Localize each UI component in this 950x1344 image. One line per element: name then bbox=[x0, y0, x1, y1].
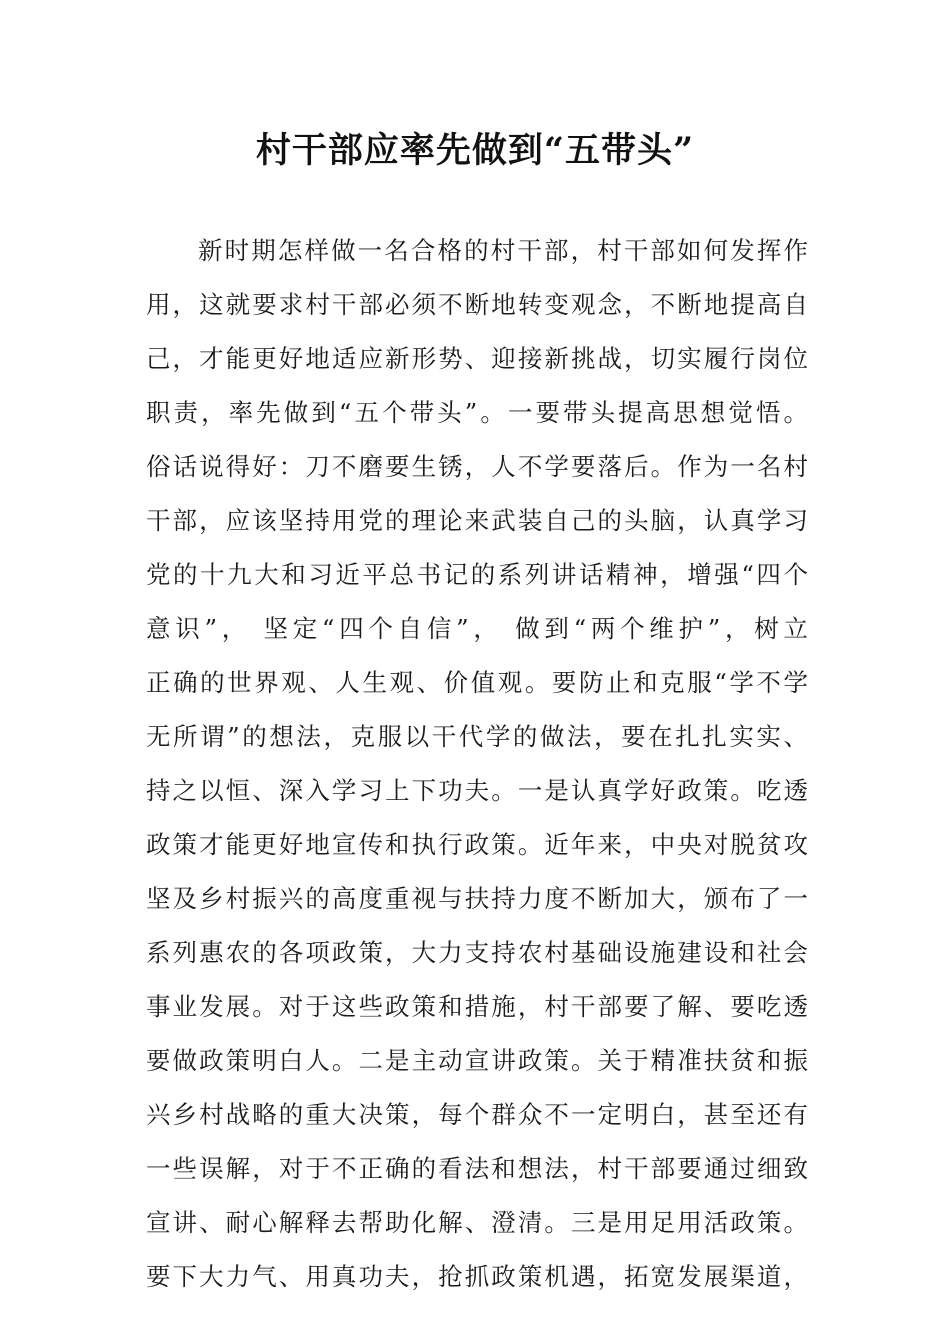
body-line: 新时期怎样做一名合格的村干部，村干部如何发挥作 bbox=[198, 236, 808, 265]
body-line: 无所谓”的想法，克服以干代学的做法，要在扎扎实实、 bbox=[146, 722, 808, 751]
body-line: 事业发展。对于这些政策和措施，村干部要了解、要吃透 bbox=[146, 992, 808, 1021]
body-line: 要下大力气、用真功夫，抢抓政策机遇，拓宽发展渠道， bbox=[146, 1262, 808, 1291]
body-line: 党的十九大和习近平总书记的系列讲话精神，增强“四个 bbox=[146, 560, 808, 589]
body-line: 兴乡村战略的重大决策，每个群众不一定明白，甚至还有 bbox=[146, 1100, 808, 1129]
document-body bbox=[146, 224, 808, 1304]
body-line: 系列惠农的各项政策，大力支持农村基础设施建设和社会 bbox=[146, 938, 808, 967]
body-line: 坚及乡村振兴的高度重视与扶持力度不断加大，颁布了一 bbox=[146, 884, 808, 913]
body-line: 干部，应该坚持用党的理论来武装自己的头脑，认真学习 bbox=[146, 506, 808, 535]
body-line: 宣讲、耐心解释去帮助化解、澄清。三是用足用活政策。 bbox=[146, 1208, 808, 1237]
body-line: 己，才能更好地适应新形势、迎接新挑战，切实履行岗位 bbox=[146, 344, 808, 373]
body-line: 意识”， 坚定“四个自信”， 做到“两个维护”，树立 bbox=[146, 614, 808, 643]
body-line: 政策才能更好地宣传和执行政策。近年来，中央对脱贫攻 bbox=[146, 830, 808, 859]
body-line: 用，这就要求村干部必须不断地转变观念，不断地提高自 bbox=[146, 290, 808, 319]
body-line: 俗话说得好：刀不磨要生锈，人不学要落后。作为一名村 bbox=[146, 452, 808, 481]
body-line: 一些误解，对于不正确的看法和想法，村干部要通过细致 bbox=[146, 1154, 808, 1183]
body-line: 正确的世界观、人生观、价值观。要防止和克服“学不学 bbox=[146, 668, 808, 697]
body-line: 要做政策明白人。二是主动宣讲政策。关于精准扶贫和振 bbox=[146, 1046, 808, 1075]
body-line: 职责，率先做到“五个带头”。一要带头提高思想觉悟。 bbox=[146, 398, 808, 427]
document-title: 村干部应率先做到“五带头” bbox=[255, 130, 695, 171]
body-line: 持之以恒、深入学习上下功夫。一是认真学好政策。吃透 bbox=[146, 776, 808, 805]
